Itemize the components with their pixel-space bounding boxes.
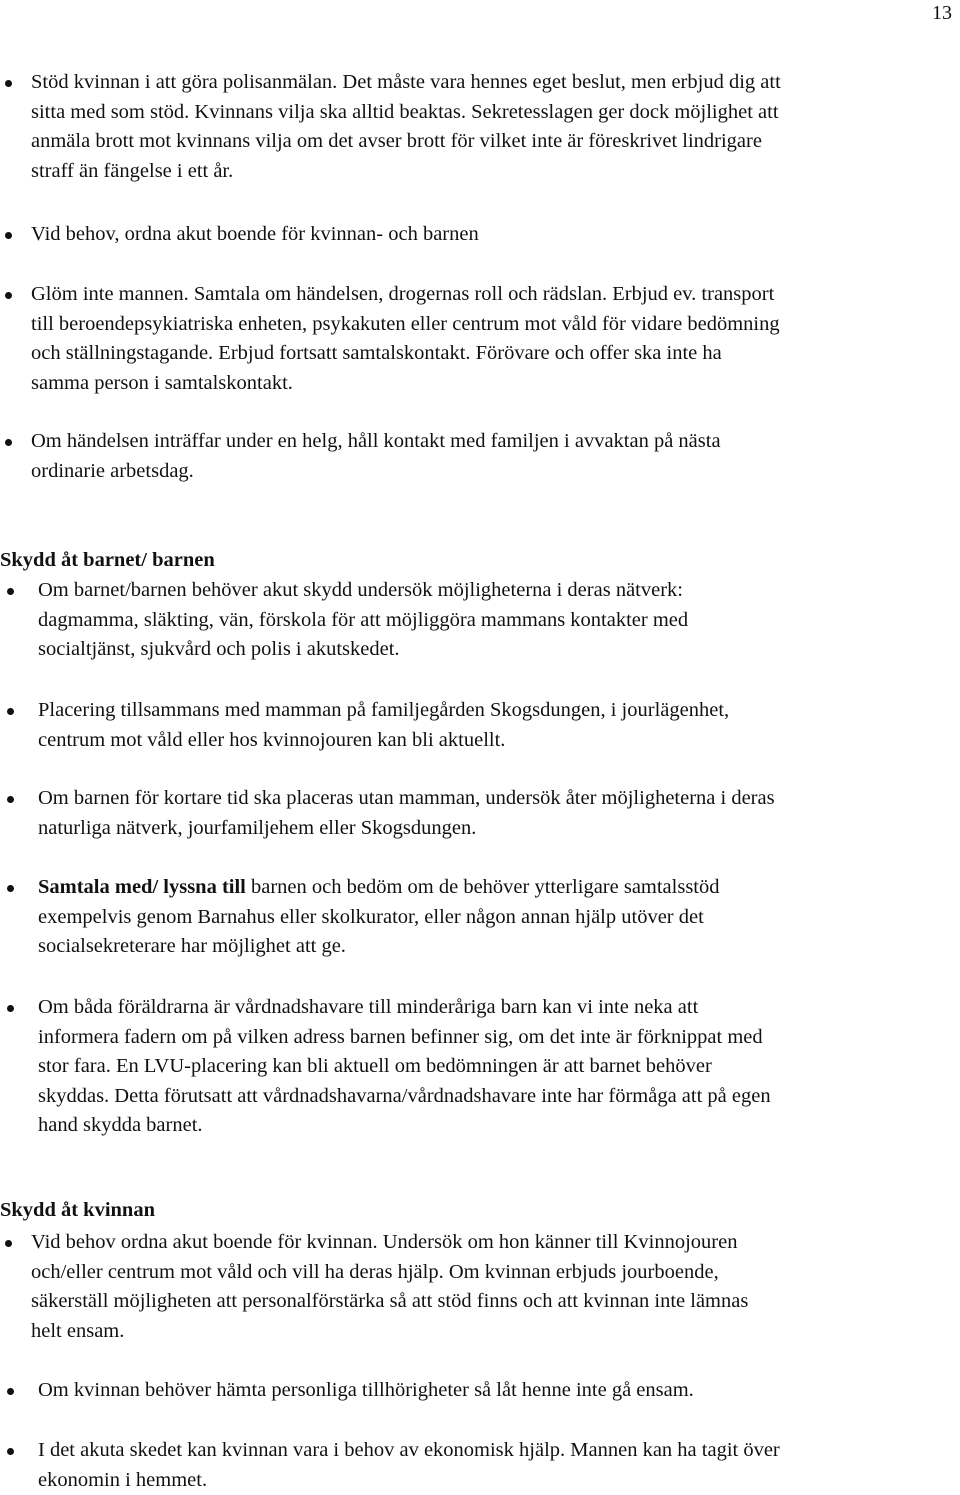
bullet-icon — [7, 588, 14, 595]
list-item — [0, 1228, 748, 1346]
bullet-icon — [7, 1388, 14, 1395]
bullet-icon — [7, 796, 14, 803]
bullet-icon — [7, 1448, 14, 1455]
list-item — [0, 280, 780, 398]
bullet-icon — [7, 708, 14, 715]
section-heading-woman: Skydd åt kvinnan — [0, 1199, 155, 1221]
list-item-rest-text: barnen och bedöm om de behöver ytterligare samtalsstöd exempelvis genom Barnahus eller skolkurator, eller någon annan hjälp utöver det socialsekreterare har möjlighet att ge. — [38, 876, 720, 957]
list-item-text: Om barnet/barnen behöver akut skydd undersök möjligheterna i deras nätverk: dagmamma, släkting, vän, förskola för att möjliggöra mammans kontakter med socialtjänst, sjukvård och polis i akutskedet. — [38, 579, 689, 660]
list-item — [0, 696, 729, 755]
bullet-icon — [5, 292, 12, 299]
list-item-text: Glöm inte mannen. Samtala om händelsen, drogernas roll och rädslan. Erbjud ev. transport till beroendepsykiatriska enheten, psykakuten eller centrum mot våld för vidare bedömning och ställningstagande. Erbjud fortsatt samtalskontakt. Förövare och offer ska inte ha samma person i samtalskontakt. — [31, 283, 780, 394]
list-item — [0, 784, 775, 843]
list-item-text: Vid behov ordna akut boende för kvinnan. Undersök om hon känner till Kvinnojouren och/eller centrum mot våld och vill ha deras hjälp. Om kvinnan erbjuds jourboende, säkerställ möjligheten att personalförstärka så att stöd finns och att kvinnan inte lämnas helt ensam. — [31, 1231, 749, 1342]
bullet-icon — [5, 439, 12, 446]
list-item-text: Placering tillsammans med mamman på familjegården Skogsdungen, i jourlägenhet, centrum mot våld eller hos kvinnojouren kan bli aktuellt. — [38, 699, 730, 751]
emphasis-text: Samtala med/ lyssna till — [38, 876, 246, 898]
bullet-icon — [5, 80, 12, 87]
list-item-text: Om händelsen inträffar under en helg, håll kontakt med familjen i avvaktan på nästa ordinarie arbetsdag. — [31, 430, 721, 482]
list-item — [0, 873, 720, 962]
list-item — [0, 576, 688, 665]
list-item — [0, 427, 721, 486]
list-item — [0, 1376, 694, 1406]
bullet-icon — [5, 1240, 12, 1247]
page-number: 13 — [932, 2, 952, 24]
list-item-text: I det akuta skedet kan kvinnan vara i behov av ekonomisk hjälp. Mannen kan ha tagit över ekonomin i hemmet. — [38, 1439, 780, 1491]
list-item-text — [38, 873, 720, 962]
list-item-text: Om båda föräldrarna är vårdnadshavare till minderåriga barn kan vi inte neka att informera fadern om på vilken adress barnen befinner sig, om det inte är förknippat med stor fara. En LVU-placering kan bli aktuell om bedömningen är att barnet behöver skyddas. Detta förutsatt att vårdnadshavarna/vårdnadshavare inte har förmåga att på egen hand skydda barnet. — [38, 996, 771, 1136]
bullet-icon — [5, 232, 12, 239]
list-item — [0, 68, 781, 186]
list-item-text: Stöd kvinnan i att göra polisanmälan. Det måste vara hennes eget beslut, men erbjud dig att sitta med som stöd. Kvinnans vilja ska alltid beaktas. Sekretesslagen ger dock möjlighet att anmäla brott mot kvinnans vilja om det avser brott för vilket inte är föreskrivet lindrigare straff än fängelse i ett år. — [31, 71, 781, 182]
list-item-text: Vid behov, ordna akut boende för kvinnan- och barnen — [31, 223, 479, 245]
list-item-text: Om barnen för kortare tid ska placeras utan mamman, undersök åter möjligheterna i deras naturliga nätverk, jourfamiljehem eller Skogsdungen. — [38, 787, 775, 839]
list-item-text: Om kvinnan behöver hämta personliga tillhörigheter så låt henne inte gå ensam. — [38, 1379, 694, 1401]
list-item — [0, 993, 771, 1141]
section-heading-children: Skydd åt barnet/ barnen — [0, 549, 215, 571]
list-item — [0, 1436, 780, 1495]
bullet-icon — [7, 1005, 14, 1012]
list-item — [0, 220, 479, 250]
bullet-icon — [7, 885, 14, 892]
